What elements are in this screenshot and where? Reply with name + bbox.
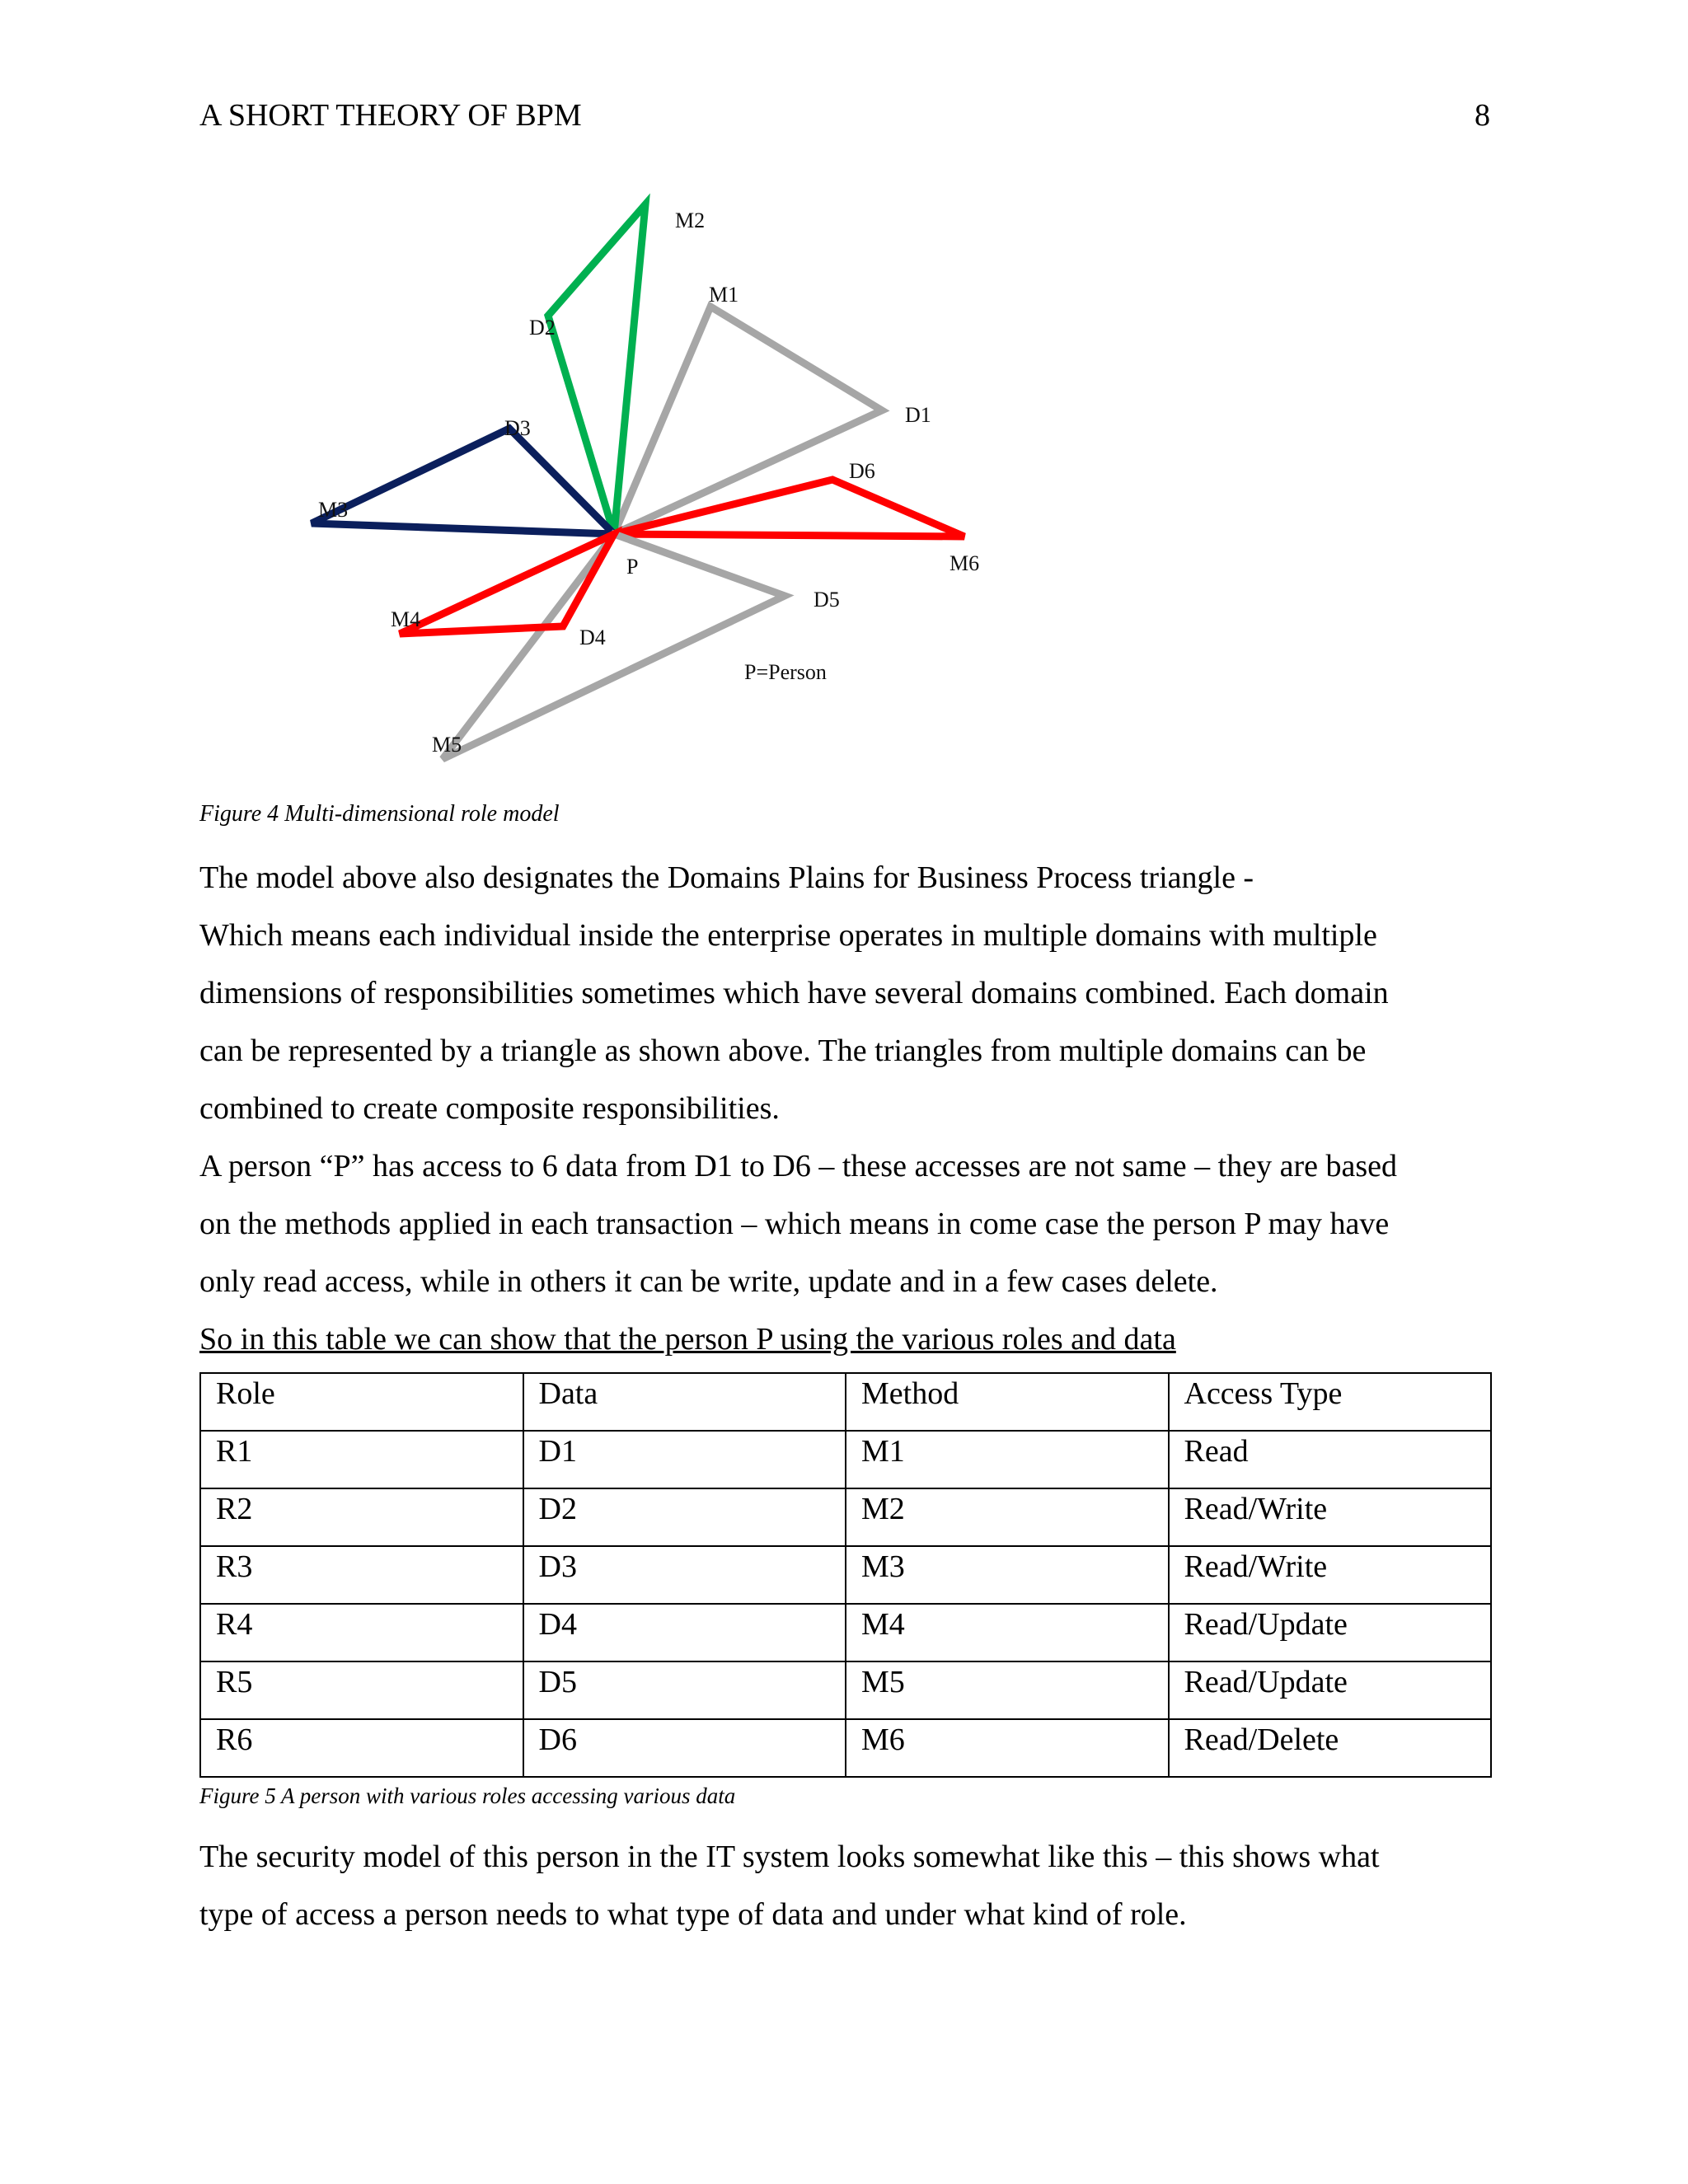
label-m3: M3 — [318, 498, 349, 522]
body-paragraph-2 — [199, 1828, 1502, 1943]
text-line: dimensions of responsibilities sometimes which have several domains combined. Each domain — [199, 976, 1389, 1010]
column-header-role: Role — [200, 1373, 523, 1431]
table-cell: R4 — [200, 1604, 523, 1661]
running-header: A SHORT THEORY OF BPM — [199, 98, 582, 133]
table-cell: D2 — [523, 1488, 846, 1546]
page-number: 8 — [1475, 98, 1490, 133]
label-m5: M5 — [432, 733, 462, 757]
column-header-data: Data — [523, 1373, 846, 1431]
label-m2: M2 — [675, 209, 706, 232]
table-cell: M6 — [846, 1719, 1169, 1777]
table-cell: D5 — [523, 1661, 846, 1719]
table-cell: M5 — [846, 1661, 1169, 1719]
table-cell: D3 — [523, 1546, 846, 1604]
table-cell: Read/Update — [1169, 1661, 1492, 1719]
text-line: only read access, while in others it can be write, update and in a few cases delete. — [199, 1264, 1218, 1299]
text-line: combined to create composite responsibilities. — [199, 1091, 780, 1126]
label-d6: D6 — [849, 459, 875, 483]
table-row — [200, 1661, 1491, 1719]
label-m1: M1 — [709, 283, 739, 307]
text-line: The security model of this person in the IT system looks somewhat like this – this shows what — [199, 1840, 1380, 1874]
label-d1: D1 — [905, 403, 931, 427]
table-cell: M2 — [846, 1488, 1169, 1546]
table-cell: D4 — [523, 1604, 846, 1661]
figure-5-caption: Figure 5 A person with various roles accessing various data — [199, 1783, 736, 1808]
table-cell: Read/Update — [1169, 1604, 1492, 1661]
table-cell: R1 — [200, 1431, 523, 1488]
table-row — [200, 1719, 1491, 1777]
text-line: The model above also designates the Domains Plains for Business Process triangle - — [199, 860, 1254, 895]
text-line: type of access a person needs to what type of data and under what kind of role. — [199, 1897, 1187, 1932]
label-d4: D4 — [579, 626, 606, 649]
table-row — [200, 1604, 1491, 1661]
table-cell: R5 — [200, 1661, 523, 1719]
role-model-diagram — [0, 0, 1688, 824]
text-line: can be represented by a triangle as shown above. The triangles from multiple domains can be — [199, 1033, 1367, 1068]
table-cell: M1 — [846, 1431, 1169, 1488]
triangle-m4-d4 — [400, 534, 614, 634]
body-paragraph-1 — [199, 849, 1502, 1368]
table-cell: Read/Delete — [1169, 1719, 1492, 1777]
table-cell: D1 — [523, 1431, 846, 1488]
label-d5: D5 — [814, 588, 840, 612]
table-cell: M4 — [846, 1604, 1169, 1661]
figure-4-caption: Figure 4 Multi-dimensional role model — [199, 801, 560, 827]
label-d3: D3 — [504, 416, 531, 440]
table-cell: R6 — [200, 1719, 523, 1777]
triangle-m3-d3 — [312, 429, 614, 534]
table-intro: So in this table we can show that the person P using the various roles and data — [199, 1322, 1176, 1357]
table-cell: M3 — [846, 1546, 1169, 1604]
label-m6: M6 — [950, 551, 980, 575]
label-p: P — [626, 555, 639, 579]
text-line: Which means each individual inside the enterprise operates in multiple domains with multiple — [199, 918, 1377, 953]
table-row — [200, 1546, 1491, 1604]
table-cell: Read/Write — [1169, 1488, 1492, 1546]
label-m4: M4 — [391, 607, 421, 631]
table-cell: Read — [1169, 1431, 1492, 1488]
text-line: on the methods applied in each transaction – which means in come case the person P may have — [199, 1207, 1390, 1241]
table-cell: R3 — [200, 1546, 523, 1604]
table-header-row — [200, 1373, 1491, 1431]
table-cell: Read/Write — [1169, 1546, 1492, 1604]
table-row — [200, 1431, 1491, 1488]
text-line: A person “P” has access to 6 data from D1 to D6 – these accesses are not same – they are based — [199, 1149, 1397, 1183]
legend-p-person: P=Person — [744, 660, 827, 684]
label-d2: D2 — [529, 316, 556, 340]
table-cell: R2 — [200, 1488, 523, 1546]
column-header-method: Method — [846, 1373, 1169, 1431]
triangle-m5-d5 — [443, 534, 785, 759]
table-row — [200, 1488, 1491, 1546]
table-cell: D6 — [523, 1719, 846, 1777]
column-header-access-type: Access Type — [1169, 1373, 1492, 1431]
role-access-table — [199, 1372, 1492, 1778]
